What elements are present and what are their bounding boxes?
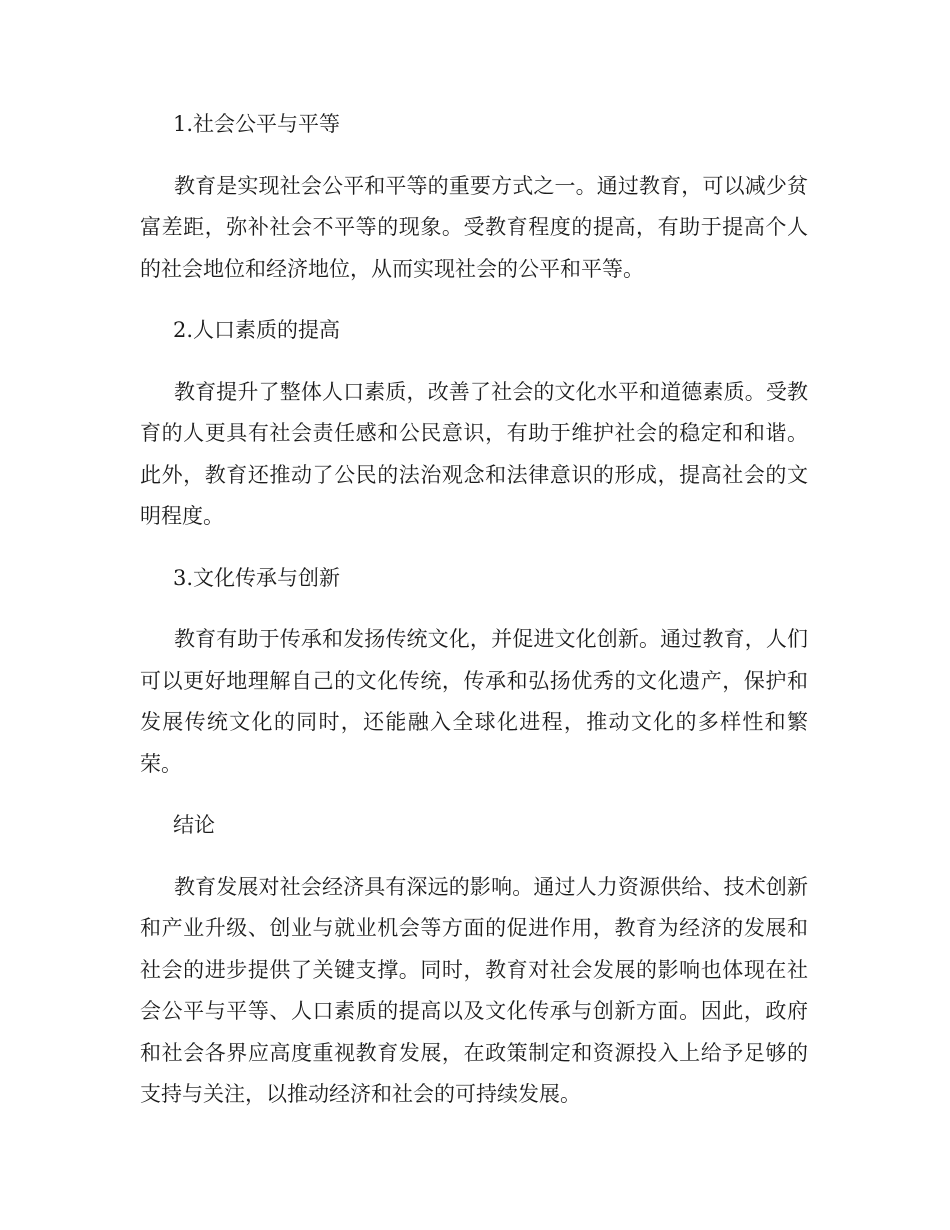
section-paragraph-cultural-heritage: 教育有助于传承和发扬传统文化，并促进文化创新。通过教育，人们可以更好地理解自己的文化传统，传承和弘扬优秀的文化遗产，保护和发展传统文化的同时，还能融入全球化进程，推动文化的多样性和繁荣。	[140, 627, 808, 776]
section-heading-cultural-heritage: 3.文化传承与创新	[173, 565, 341, 590]
section-heading-social-equity: 1.社会公平与平等	[173, 112, 341, 136]
section-paragraph-social-equity: 教育是实现社会公平和平等的重要方式之一。通过教育，可以减少贫富差距，弥补社会不平等的现象。受教育程度的提高，有助于提高个人的社会地位和经济地位，从而实现社会的公平和平等。	[140, 173, 808, 281]
document-body	[140, 104, 808, 1136]
section-heading-population-quality: 2.人口素质的提高	[173, 318, 341, 342]
section-heading-conclusion: 结论	[173, 813, 215, 837]
section-paragraph-conclusion: 教育发展对社会经济具有深远的影响。通过人力资源供给、技术创新和产业升级、创业与就业机会等方面的促进作用，教育为经济的发展和社会的进步提供了关键支撑。同时，教育对社会发展的影响也体现在社会公平与平等、人口素质的提高以及文化传承与创新方面。因此，政府和社会各界应高度重视教育发展，在政策制定和资源投入上给予足够的支持与关注，以推动经济和社会的可持续发展。	[140, 874, 808, 1106]
section-paragraph-population-quality: 教育提升了整体人口素质，改善了社会的文化水平和道德素质。受教育的人更具有社会责任感和公民意识，有助于维护社会的稳定和和谐。此外，教育还推动了公民的法治观念和法律意识的形成，提高社会的文明程度。	[140, 379, 808, 528]
